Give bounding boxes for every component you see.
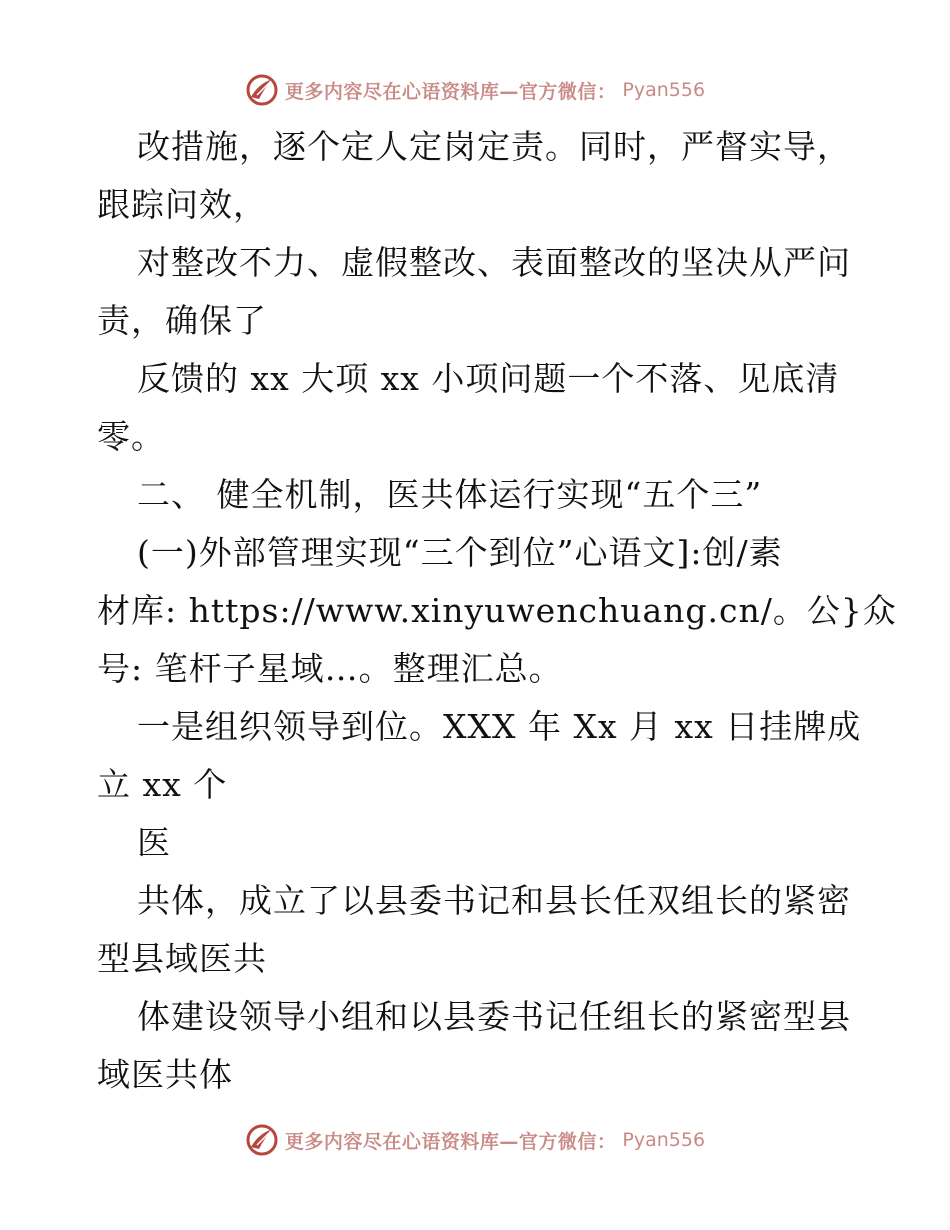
text-line: 域医共体 <box>97 1055 233 1094</box>
footer-wechat-id: Pyan556 <box>622 1129 706 1151</box>
text-line: 体建设领导小组和以县委书记任组长的紧密型县 <box>137 997 851 1036</box>
footer-brand-text: 更多内容尽在心语资料库—官方微信： <box>284 1130 617 1153</box>
header-wechat-id: Pyan556 <box>622 79 706 101</box>
subsection-heading: (一)外部管理实现“三个到位”心语文]:创/素 <box>137 533 783 572</box>
text-line: 一是组织领导到位。XXX 年 Xx 月 xx 日挂牌成 <box>137 707 862 746</box>
brand-logo-icon <box>245 1123 279 1157</box>
text-line: 医 <box>137 823 171 862</box>
text-line: 共体，成立了以县委书记和县长任双组长的紧密 <box>137 881 851 920</box>
footer-banner <box>0 1120 950 1160</box>
header-brand-text: 更多内容尽在心语资料库—官方微信： <box>284 80 617 103</box>
text-line: 改措施，逐个定人定岗定责。同时，严督实导， <box>137 127 851 166</box>
text-line: 号: 笔杆子星域…。整理汇总。 <box>97 649 563 688</box>
text-line: 反馈的 xx 大项 xx 小项问题一个不落、见底清 <box>137 359 840 398</box>
section-heading: 二、 健全机制，医共体运行实现“五个三” <box>137 475 763 514</box>
text-line: 材库: https://www.xinyuwenchuang.cn/。公}众 <box>97 591 897 630</box>
header-banner <box>0 70 950 110</box>
body-text <box>97 118 897 1104</box>
text-line: 对整改不力、虚假整改、表面整改的坚决从严问 <box>137 243 851 282</box>
text-line: 立 xx 个 <box>97 765 228 804</box>
text-line: 跟踪问效， <box>97 185 267 224</box>
text-line: 零。 <box>97 417 165 456</box>
text-line: 型县域医共 <box>97 939 267 978</box>
brand-logo-icon <box>245 73 279 107</box>
text-line: 责，确保了 <box>97 301 267 340</box>
